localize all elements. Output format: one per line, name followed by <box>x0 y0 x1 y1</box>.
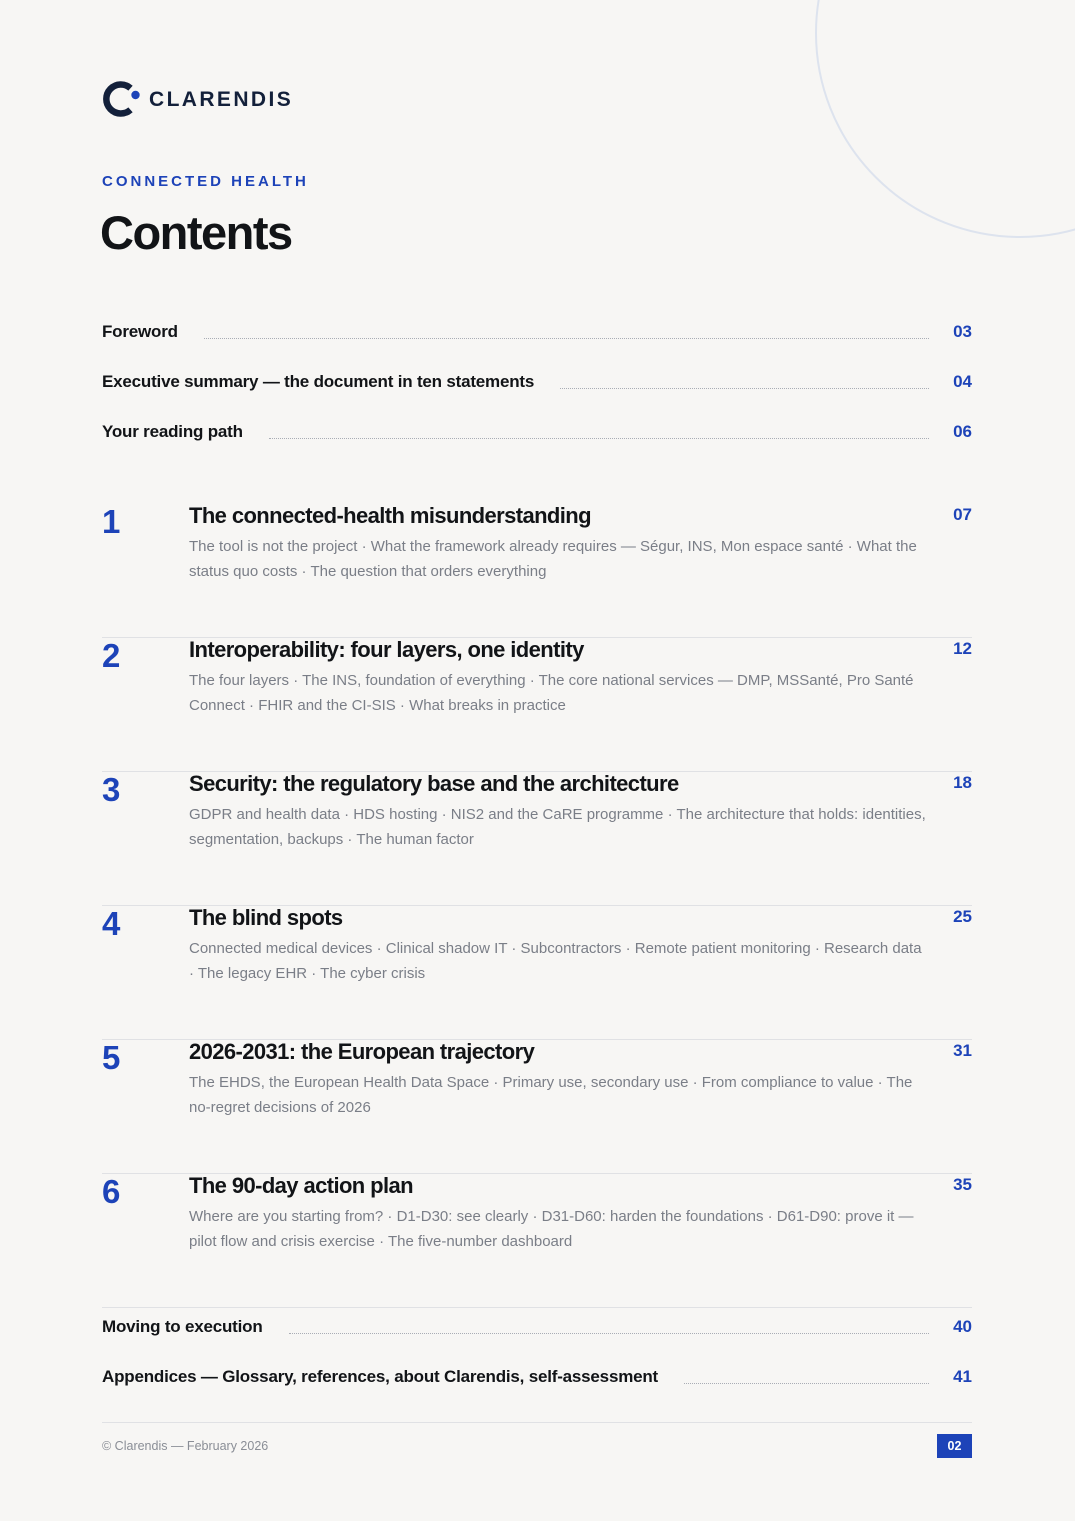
chapter-subtitle: The EHDS, the European Health Data Space · Primary use, secondary use · From compliance to value · The no-regret decisions of 2026 <box>189 1074 913 1116</box>
chapter-page: 12 <box>953 639 972 658</box>
page-number-badge: 02 <box>937 1434 972 1458</box>
dot-leader <box>204 338 929 339</box>
footer-divider <box>102 1422 972 1423</box>
section-eyebrow: CONNECTED HEALTH <box>102 173 309 190</box>
toc-entry-page: 40 <box>953 1317 972 1336</box>
chapter-subtitle: The four layers · The INS, foundation of everything · The core national services — DMP, MSSanté, Pro Santé Connect · FHIR and the CI-SIS · What breaks in practice <box>189 672 914 714</box>
toc-entry-label: Your reading path <box>102 422 243 441</box>
dot-leader <box>289 1333 930 1334</box>
dot-leader <box>269 438 929 439</box>
chapter-title: Interoperability: four layers, one identity <box>189 637 584 662</box>
chapter-number: 3 <box>102 771 121 808</box>
toc-entry-page: 41 <box>953 1367 972 1386</box>
chapter-subtitle: Connected medical devices · Clinical shadow IT · Subcontractors · Remote patient monitoring · Research data · The legacy EHR · The cyber crisis <box>189 940 922 982</box>
toc-entry-moving-to-execution[interactable] <box>102 1315 972 1339</box>
chapter-entry-6[interactable] <box>102 1173 972 1308</box>
decorative-circle <box>815 0 1075 238</box>
chapter-page: 07 <box>953 505 972 524</box>
chapter-entry-3[interactable] <box>102 771 972 906</box>
toc-entry-label: Executive summary — the document in ten statements <box>102 372 535 391</box>
chapter-page: 35 <box>953 1175 972 1194</box>
toc-entry-page: 06 <box>953 422 972 441</box>
chapter-page: 25 <box>953 907 972 926</box>
chapter-number: 4 <box>102 905 121 942</box>
chapter-number: 2 <box>102 637 121 674</box>
toc-entry-foreword[interactable] <box>102 320 972 344</box>
chapter-title: 2026-2031: the European trajectory <box>189 1039 535 1064</box>
dot-leader <box>684 1383 929 1384</box>
chapter-title: The blind spots <box>189 905 343 930</box>
chapter-page: 18 <box>953 773 972 792</box>
chapter-title: The 90-day action plan <box>189 1173 413 1198</box>
footer-copyright: © Clarendis — February 2026 <box>102 1439 269 1453</box>
toc-entry-label: Foreword <box>102 322 178 341</box>
dot-leader <box>560 388 929 389</box>
chapter-title: Security: the regulatory base and the architecture <box>189 771 679 796</box>
chapter-entry-4[interactable] <box>102 905 972 1040</box>
chapter-title: The connected-health misunderstanding <box>189 503 591 528</box>
brand-logo <box>102 80 293 118</box>
chapter-number: 1 <box>102 503 121 540</box>
toc-entry-label: Appendices — Glossary, references, about Clarendis, self-assessment <box>102 1367 659 1386</box>
toc-entry-reading-path[interactable] <box>102 420 972 444</box>
toc-entry-page: 04 <box>953 372 972 391</box>
chapter-entry-2[interactable] <box>102 637 972 772</box>
page-title: Contents <box>100 206 292 259</box>
chapter-entry-1[interactable] <box>102 503 972 638</box>
chapter-number: 6 <box>102 1173 121 1210</box>
chapter-subtitle: Where are you starting from? · D1-D30: see clearly · D31-D60: harden the foundations · D61-D90: prove it — pilot flow and crisis exercise · The five-number dashboard <box>189 1208 914 1250</box>
chapter-page: 31 <box>953 1041 972 1060</box>
chapter-subtitle: The tool is not the project · What the framework already requires — Ségur, INS, Mon espace santé · What the status quo costs · The question that orders everything <box>189 538 917 580</box>
chapter-subtitle: GDPR and health data · HDS hosting · NIS2 and the CaRE programme · The architecture that holds: identities, segmentation, backups · The human factor <box>189 806 926 848</box>
brand-name: CLARENDIS <box>149 87 294 111</box>
toc-entry-page: 03 <box>953 322 972 341</box>
chapter-entry-5[interactable] <box>102 1039 972 1174</box>
toc-entry-executive-summary[interactable] <box>102 370 972 394</box>
chapter-number: 5 <box>102 1039 121 1076</box>
clarendis-logo-icon <box>102 80 142 118</box>
toc-entry-appendices[interactable] <box>102 1365 972 1389</box>
toc-entry-label: Moving to execution <box>102 1317 263 1336</box>
